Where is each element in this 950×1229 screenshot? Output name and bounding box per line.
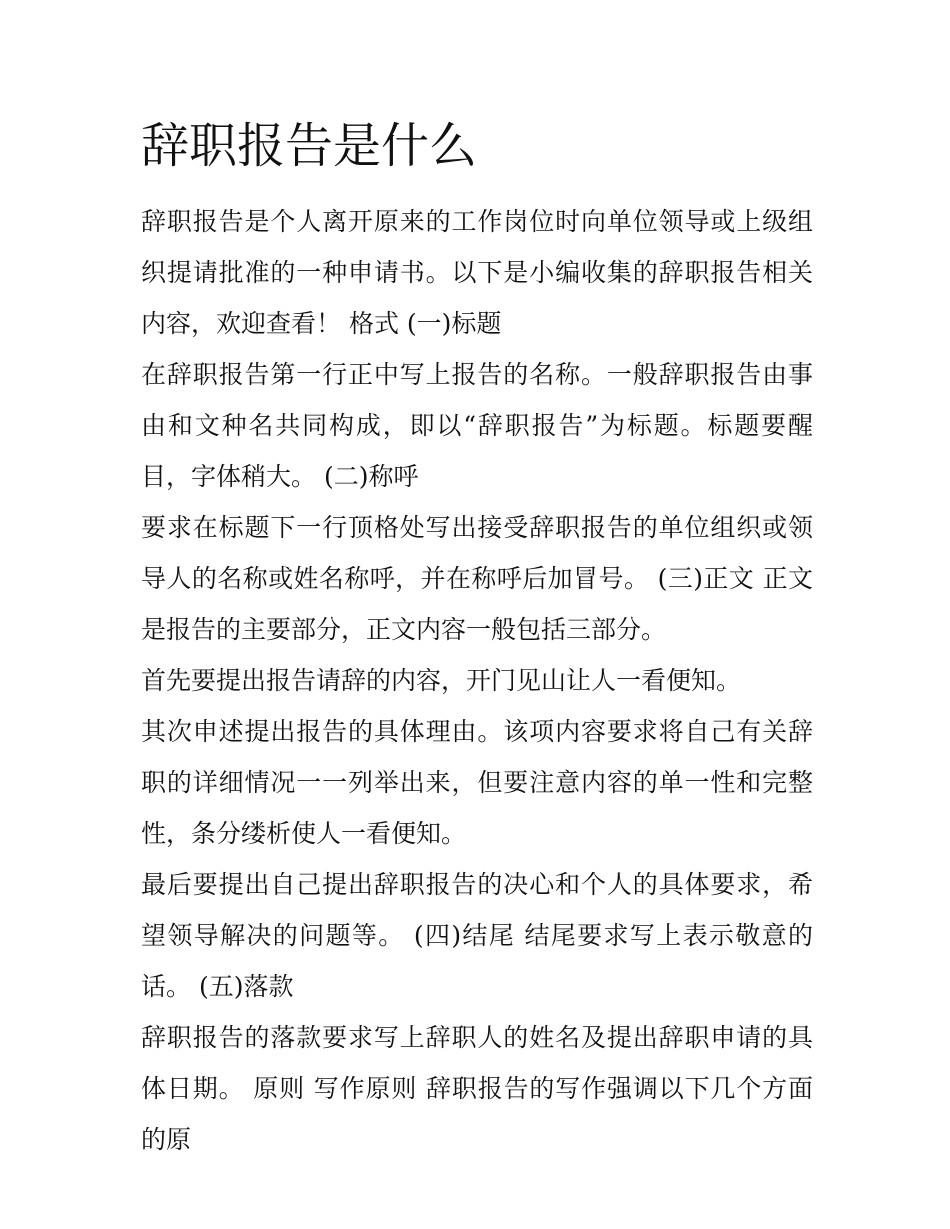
paragraph-body-first: 首先要提出报告请辞的内容，开门见山让人一看便知。 — [141, 666, 742, 695]
paragraph-body-last: 最后要提出自己提出辞职报告的决心和个人的具体要求，希望领导解决的问题等。 (四)结尾 结尾要求写上表示敬意的话。 (五)落款 — [141, 870, 813, 1001]
paragraph-intro: 辞职报告是个人离开原来的工作岗位时向单位领导或上级组织提请批准的一种申请书。以下是小编收集的辞职报告相关内容，欢迎查看！ 格式 (一)标题 — [141, 207, 813, 338]
paragraph-salutation-section: 要求在标题下一行顶格处写出接受辞职报告的单位组织或领导人的名称或姓名称呼，并在称呼后加冒号。 (三)正文 正文是报告的主要部分，正文内容一般包括三部分。 — [141, 513, 813, 644]
document-page — [141, 110, 813, 1165]
document-title: 辞职报告是什么 — [141, 118, 478, 174]
paragraph-title-section: 在辞职报告第一行正中写上报告的名称。一般辞职报告由事由和文种名共同构成，即以“辞职报告”为标题。标题要醒目，字体稍大。 (二)称呼 — [141, 360, 813, 491]
paragraph-body-second: 其次申述提出报告的具体理由。该项内容要求将自己有关辞职的详细情况一一列举出来，但要注意内容的单一性和完整性，条分缕析使人一看便知。 — [141, 717, 813, 848]
paragraph-signature-section: 辞职报告的落款要求写上辞职人的姓名及提出辞职申请的具体日期。 原则 写作原则 辞职报告的写作强调以下几个方面的原 — [141, 1023, 813, 1154]
